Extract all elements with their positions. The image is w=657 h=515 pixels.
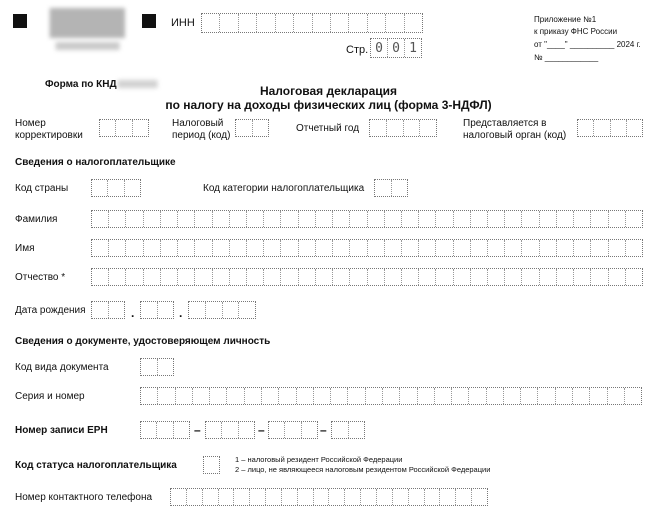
char-cell xyxy=(386,14,404,32)
series-number-label: Серия и номер xyxy=(15,391,85,402)
char-cell xyxy=(350,211,367,227)
birth-date-label: Дата рождения xyxy=(15,305,86,316)
char-cell xyxy=(350,240,367,256)
char-cell xyxy=(392,180,408,196)
char-cell xyxy=(223,302,240,318)
char-cell xyxy=(557,211,574,227)
char-cell xyxy=(505,211,522,227)
char-cell xyxy=(230,240,247,256)
ern-dash-2: – xyxy=(258,423,265,437)
char-cell xyxy=(100,120,116,136)
char-cell xyxy=(161,240,178,256)
ern-dash-1: – xyxy=(194,423,201,437)
char-cell xyxy=(178,240,195,256)
char-cell xyxy=(409,489,425,505)
char-cell xyxy=(316,240,333,256)
report-year-label: Отчетный год xyxy=(296,123,360,134)
char-cell xyxy=(158,388,175,404)
page-number-field[interactable] xyxy=(370,38,422,58)
char-cell xyxy=(329,489,345,505)
form-title-line2: по налогу на доходы физических лиц (форма 3-НДФЛ) xyxy=(165,98,492,112)
char-cell xyxy=(366,388,383,404)
char-cell xyxy=(436,240,453,256)
char-cell xyxy=(504,388,521,404)
char-cell xyxy=(141,422,157,438)
birth-day-field[interactable] xyxy=(91,301,125,319)
char-cell xyxy=(385,240,402,256)
char-cell xyxy=(178,269,195,285)
char-cell xyxy=(331,14,349,32)
status-label: Код статуса налогоплательщика xyxy=(15,460,177,471)
char-cell xyxy=(187,489,203,505)
char-cell xyxy=(377,489,393,505)
char-cell xyxy=(402,211,419,227)
char-cell xyxy=(333,211,350,227)
char-cell xyxy=(488,240,505,256)
char-cell xyxy=(368,269,385,285)
tax-period-field[interactable] xyxy=(235,119,269,137)
char-cell xyxy=(393,489,409,505)
birth-date-dot-1: . xyxy=(131,306,135,320)
char-cell xyxy=(591,211,608,227)
char-cell xyxy=(264,240,281,256)
char-cell xyxy=(266,489,282,505)
document-section-title: Сведения о документе, удостоверяющем личность xyxy=(15,336,271,347)
char-cell xyxy=(116,120,132,136)
char-cell xyxy=(141,359,158,375)
char-cell xyxy=(314,388,331,404)
char-cell xyxy=(109,302,125,318)
char-cell xyxy=(247,211,264,227)
char-cell xyxy=(313,14,331,32)
char-cell xyxy=(206,302,223,318)
char-cell xyxy=(253,120,269,136)
char-cell xyxy=(609,211,626,227)
char-cell xyxy=(626,269,642,285)
char-cell xyxy=(298,489,314,505)
char-cell xyxy=(488,211,505,227)
char-cell xyxy=(419,211,436,227)
char-cell xyxy=(538,388,555,404)
char-cell xyxy=(302,422,317,438)
char-cell xyxy=(454,211,471,227)
char-cell xyxy=(402,269,419,285)
char-cell xyxy=(540,240,557,256)
char-cell xyxy=(247,269,264,285)
doc-type-label: Код вида документа xyxy=(15,362,109,373)
char-cell xyxy=(383,388,400,404)
char-cell xyxy=(368,240,385,256)
char-cell xyxy=(281,240,298,256)
char-cell xyxy=(92,180,108,196)
char-cell xyxy=(590,388,607,404)
char-cell xyxy=(282,489,298,505)
page-digit-cell: 1 xyxy=(409,40,417,56)
char-cell xyxy=(487,388,504,404)
char-cell xyxy=(471,240,488,256)
char-cell xyxy=(436,269,453,285)
char-cell xyxy=(141,388,158,404)
page-label: Стр. xyxy=(346,44,369,56)
patronymic-label: Отчество * xyxy=(15,272,66,283)
char-cell xyxy=(454,269,471,285)
char-cell xyxy=(239,422,254,438)
char-cell xyxy=(141,302,158,318)
char-cell xyxy=(294,14,312,32)
char-cell xyxy=(171,489,187,505)
char-cell xyxy=(522,211,539,227)
char-cell xyxy=(126,240,143,256)
char-cell xyxy=(557,240,574,256)
char-cell xyxy=(400,388,417,404)
char-cell xyxy=(350,269,367,285)
char-cell xyxy=(385,269,402,285)
char-cell xyxy=(264,211,281,227)
char-cell xyxy=(157,422,173,438)
char-cell xyxy=(202,14,220,32)
correction-field[interactable] xyxy=(99,119,149,137)
barcode-image xyxy=(50,8,125,38)
char-cell xyxy=(454,240,471,256)
inn-field[interactable] xyxy=(201,13,423,33)
char-cell xyxy=(522,269,539,285)
appendix-line3: от "____" __________ 2024 г. xyxy=(534,40,641,49)
char-cell xyxy=(92,240,109,256)
alignment-marker-right xyxy=(142,14,156,28)
char-cell xyxy=(574,211,591,227)
surname-field[interactable] xyxy=(91,210,643,228)
appendix-line1: Приложение №1 xyxy=(534,15,597,24)
phone-label: Номер контактного телефона xyxy=(15,492,153,503)
tax-authority-label: Представляется в налоговый орган (код) xyxy=(463,118,567,141)
char-cell xyxy=(521,388,538,404)
char-cell xyxy=(222,422,238,438)
char-cell xyxy=(471,211,488,227)
char-cell xyxy=(594,120,610,136)
char-cell xyxy=(144,211,161,227)
char-cell xyxy=(368,14,386,32)
char-cell xyxy=(108,180,124,196)
appendix-line2: к приказу ФНС России xyxy=(534,27,618,36)
char-cell xyxy=(297,388,314,404)
char-cell xyxy=(213,240,230,256)
char-cell xyxy=(220,14,238,32)
name-field[interactable] xyxy=(91,239,643,257)
char-cell xyxy=(285,422,301,438)
char-cell xyxy=(281,269,298,285)
char-cell xyxy=(195,269,212,285)
char-cell xyxy=(419,240,436,256)
birth-month-field[interactable] xyxy=(140,301,174,319)
status-code-field[interactable] xyxy=(203,456,220,474)
char-cell xyxy=(189,302,206,318)
category-code-label: Код категории налогоплательщика xyxy=(203,183,365,194)
birth-year-field[interactable] xyxy=(188,301,256,319)
char-cell xyxy=(92,302,109,318)
char-cell xyxy=(368,211,385,227)
char-cell xyxy=(452,388,469,404)
status-option-1: 1 – налоговый резидент Российской Федерации xyxy=(235,455,403,464)
char-cell xyxy=(316,269,333,285)
char-cell xyxy=(276,14,294,32)
char-cell xyxy=(269,422,285,438)
tax-period-label: Налоговый период (код) xyxy=(172,118,231,141)
char-cell xyxy=(206,422,222,438)
char-cell xyxy=(420,120,436,136)
ern-field-4[interactable] xyxy=(331,421,365,439)
char-cell xyxy=(471,269,488,285)
char-cell xyxy=(609,269,626,285)
report-year-field[interactable] xyxy=(369,119,437,137)
char-cell xyxy=(472,489,487,505)
char-cell xyxy=(556,388,573,404)
char-cell xyxy=(626,211,642,227)
char-cell xyxy=(608,388,625,404)
char-cell xyxy=(176,388,193,404)
char-cell xyxy=(540,269,557,285)
char-cell xyxy=(109,211,126,227)
char-cell xyxy=(402,240,419,256)
char-cell xyxy=(126,211,143,227)
char-cell xyxy=(405,14,422,32)
char-cell xyxy=(236,120,253,136)
char-cell xyxy=(456,489,472,505)
char-cell xyxy=(203,489,219,505)
ern-field-1[interactable] xyxy=(140,421,190,439)
char-cell xyxy=(469,388,486,404)
char-cell xyxy=(375,180,392,196)
char-cell xyxy=(540,211,557,227)
char-cell xyxy=(133,120,148,136)
category-code-field[interactable] xyxy=(374,179,408,197)
char-cell xyxy=(234,489,250,505)
series-number-field[interactable] xyxy=(140,387,642,405)
char-cell xyxy=(385,211,402,227)
status-option-2: 2 – лицо, не являющееся налоговым резидентом Российской Федерации xyxy=(235,465,491,474)
char-cell xyxy=(204,457,219,473)
char-cell xyxy=(247,240,264,256)
char-cell xyxy=(333,240,350,256)
char-cell xyxy=(522,240,539,256)
form-title-line1: Налоговая декларация xyxy=(259,84,398,98)
char-cell xyxy=(230,211,247,227)
surname-label: Фамилия xyxy=(15,214,58,225)
phone-field[interactable] xyxy=(170,488,488,506)
char-cell xyxy=(611,120,627,136)
knd-label: Форма по КНД xyxy=(45,79,117,90)
char-cell xyxy=(348,388,365,404)
char-cell xyxy=(333,269,350,285)
char-cell xyxy=(625,388,641,404)
char-cell xyxy=(262,388,279,404)
char-cell xyxy=(279,388,296,404)
char-cell xyxy=(332,422,349,438)
char-cell xyxy=(109,269,126,285)
char-cell xyxy=(299,269,316,285)
char-cell xyxy=(239,14,257,32)
char-cell xyxy=(193,388,210,404)
char-cell xyxy=(488,269,505,285)
char-cell xyxy=(440,489,456,505)
ern-label: Номер записи ЕРН xyxy=(15,425,108,436)
char-cell xyxy=(314,489,330,505)
char-cell xyxy=(178,211,195,227)
char-cell xyxy=(144,240,161,256)
alignment-marker-left xyxy=(13,14,27,28)
char-cell xyxy=(557,269,574,285)
char-cell xyxy=(425,489,441,505)
char-cell xyxy=(573,388,590,404)
char-cell xyxy=(125,180,140,196)
char-cell xyxy=(418,388,435,404)
char-cell xyxy=(257,14,275,32)
name-label: Имя xyxy=(15,243,35,254)
char-cell xyxy=(316,211,333,227)
char-cell xyxy=(435,388,452,404)
patronymic-field[interactable] xyxy=(91,268,643,286)
char-cell xyxy=(281,211,298,227)
char-cell xyxy=(299,240,316,256)
ern-field-2[interactable] xyxy=(205,421,255,439)
char-cell xyxy=(219,489,235,505)
char-cell xyxy=(387,120,404,136)
char-cell xyxy=(158,302,174,318)
char-cell xyxy=(591,240,608,256)
char-cell xyxy=(195,211,212,227)
char-cell xyxy=(195,240,212,256)
char-cell xyxy=(92,211,109,227)
char-cell xyxy=(161,269,178,285)
char-cell xyxy=(109,240,126,256)
char-cell xyxy=(144,269,161,285)
barcode-digits xyxy=(56,42,120,50)
char-cell xyxy=(227,388,244,404)
char-cell xyxy=(436,211,453,227)
char-cell xyxy=(626,240,642,256)
char-cell xyxy=(239,302,255,318)
char-cell xyxy=(349,14,367,32)
ern-field-3[interactable] xyxy=(268,421,318,439)
char-cell xyxy=(213,269,230,285)
appendix-line4: № ____________ xyxy=(534,53,599,62)
char-cell xyxy=(361,489,377,505)
char-cell xyxy=(126,269,143,285)
char-cell xyxy=(349,422,365,438)
char-cell xyxy=(245,388,262,404)
char-cell xyxy=(210,388,227,404)
char-cell xyxy=(404,120,421,136)
char-cell xyxy=(370,120,387,136)
char-cell xyxy=(574,269,591,285)
char-cell xyxy=(158,359,174,375)
char-cell xyxy=(264,269,281,285)
char-cell xyxy=(250,489,266,505)
char-cell xyxy=(345,489,361,505)
char-cell xyxy=(213,211,230,227)
birth-date-dot-2: . xyxy=(179,306,183,320)
correction-label: Номер корректировки xyxy=(15,118,83,141)
char-cell xyxy=(505,240,522,256)
ern-dash-3: – xyxy=(320,423,327,437)
char-cell xyxy=(609,240,626,256)
char-cell xyxy=(331,388,348,404)
char-cell xyxy=(161,211,178,227)
page-digit-cell: 0 xyxy=(388,39,405,57)
char-cell xyxy=(174,422,189,438)
char-cell xyxy=(578,120,594,136)
taxpayer-section-title: Сведения о налогоплательщике xyxy=(15,157,176,168)
char-cell xyxy=(230,269,247,285)
country-code-field[interactable] xyxy=(91,179,141,197)
page-digit-cell: 0 xyxy=(371,39,388,57)
char-cell xyxy=(419,269,436,285)
country-code-label: Код страны xyxy=(15,183,69,194)
char-cell xyxy=(627,120,642,136)
char-cell xyxy=(591,269,608,285)
tax-authority-field[interactable] xyxy=(577,119,643,137)
inn-label: ИНН xyxy=(171,17,195,29)
char-cell xyxy=(299,211,316,227)
doc-type-field[interactable] xyxy=(140,358,174,376)
char-cell xyxy=(505,269,522,285)
char-cell xyxy=(574,240,591,256)
char-cell xyxy=(92,269,109,285)
